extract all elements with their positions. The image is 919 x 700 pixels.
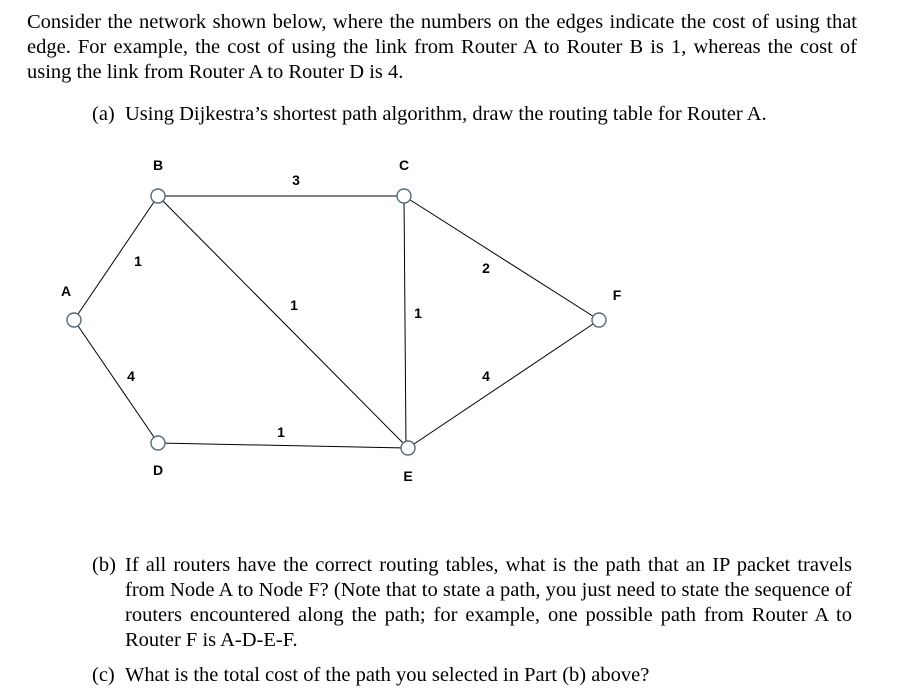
question-c — [92, 663, 852, 691]
question-c-text: What is the total cost of the path you selected in Part (b) above? — [125, 664, 650, 686]
question-b-text: If all routers have the correct routing tables, what is the path that an IP packet travels from Node A to Node F? (Note that to state a path, you just need to state the sequence of routers encountered along the path; for example, one possible path from Router A to Router F is A-D-E-F. — [125, 554, 852, 651]
edge-c-f-cost: 2 — [482, 260, 490, 276]
edge-b-e-cost: 1 — [290, 297, 298, 313]
question-a — [92, 102, 852, 130]
question-b-label: (b) — [92, 554, 116, 576]
edge-c-f — [404, 196, 599, 320]
edge-a-d — [74, 320, 158, 443]
edge-b-c-cost: 3 — [292, 172, 300, 188]
network-diagram — [0, 140, 919, 500]
edge-e-f — [408, 320, 599, 448]
node-d — [151, 436, 165, 450]
question-c-label: (c) — [92, 664, 115, 686]
node-b-label: B — [152, 157, 164, 173]
edge-e-f-cost: 4 — [482, 368, 490, 384]
question-b — [92, 553, 852, 653]
edge-a-b-cost: 1 — [134, 253, 142, 269]
node-e-label: E — [403, 468, 413, 484]
edge-d-e — [158, 443, 408, 448]
edge-a-d-cost: 4 — [127, 368, 135, 384]
question-a-text: Using Dijkestra’s shortest path algorithm, draw the routing table for Router A. — [125, 103, 767, 125]
node-d-label: D — [152, 462, 164, 478]
node-c — [397, 189, 411, 203]
node-a — [67, 313, 81, 327]
edge-d-e-cost: 1 — [277, 424, 285, 440]
edge-a-b — [74, 196, 158, 320]
node-b — [151, 189, 165, 203]
node-f — [592, 313, 606, 327]
node-e — [401, 441, 415, 455]
node-f-label: F — [612, 287, 622, 303]
intro-paragraph: Consider the network shown below, where the numbers on the edges indicate the cost of using that edge. For example, the cost of using the link from Router A to Router B is 1, whereas the cost of using the link from Router A to Router D is 4. — [27, 11, 857, 83]
node-a-label: A — [60, 283, 72, 299]
question-a-label: (a) — [92, 103, 115, 125]
edge-c-e-cost: 1 — [414, 305, 422, 321]
node-c-label: C — [398, 157, 410, 173]
edge-b-e — [158, 196, 408, 448]
edge-c-e — [404, 196, 406, 448]
